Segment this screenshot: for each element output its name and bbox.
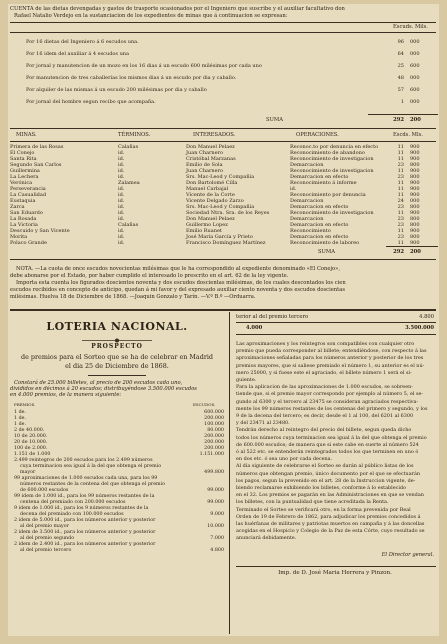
body-line: todos los números cuya terminacion sea igual á la del que obtenga el premio: [236, 434, 427, 441]
prize-escudos: 99.000: [207, 488, 224, 493]
lottery-subtitle: PROSPECTO: [91, 343, 143, 350]
mine-milesimas: 000: [410, 198, 420, 204]
sum-rule: [386, 246, 438, 247]
mine-operacion: Reconocimiento de investigacion: [290, 156, 374, 162]
body-line: en el 32. Los premios se pagarán en las Administraciones en que se vendan: [236, 492, 424, 499]
body-line: premio que pueda corresponder al billete; entendiéndose, con respecto á las: [236, 348, 427, 355]
expense-milesimas: 000: [410, 99, 420, 105]
section-divider: [10, 309, 436, 311]
body-line: números que obtengan premio, único documento por el que se efectuarán: [236, 470, 421, 477]
mine-escudos: 23: [397, 222, 404, 228]
prize-text-line: 99 aproximaciones de 1.000 escudos cada una, para los 99: [14, 476, 158, 481]
mine-termino: id.: [118, 156, 125, 162]
expense-escudos: 1: [400, 99, 404, 105]
prize-escudos: 200.000: [204, 440, 224, 445]
expense-escudos: 25: [397, 63, 404, 69]
prize-text-line: 20 de 10.000.: [14, 440, 48, 445]
mine-interesado: Cristóbal Marzanas: [186, 156, 236, 162]
lottery-intro-2: el dia 25 de Diciembre de 1868.: [65, 362, 169, 370]
expense-escudos: 96: [397, 39, 404, 45]
mine-escudos: 11: [397, 144, 404, 150]
mine-termino: Zalamea: [118, 180, 140, 186]
divider: [236, 566, 436, 567]
prize-text-line: 9 idem de 1.000 id., para los 9 números restantes de la: [14, 506, 149, 511]
prize-text-line: 2 de 40.000.: [14, 428, 45, 433]
divider: [10, 22, 436, 23]
body-line: Para la aplicacion de las aproximaciones de 1.000 escudos, se sobreen-: [236, 384, 413, 391]
mine-milesimas: 900: [410, 168, 420, 174]
prize-escudos: 600.000: [204, 410, 224, 415]
body-line: guiente.: [236, 377, 257, 383]
prize-text-line: 2.499 reintegros de 200 escudos para los 2.499 números: [14, 458, 153, 463]
total-prizes-count: 4.000: [246, 325, 263, 331]
divider: [10, 141, 436, 142]
mine-escudos: 23: [397, 162, 404, 168]
body-line: gundo al 6300 y el tercero al 23475 se consideran agraciados respectiva-: [236, 398, 419, 405]
expense-description: Por alquiler de las mismas á un escudo 200 milésimas por dia y caballo: [26, 87, 207, 93]
mine-operacion: Demarcacion en efecto: [290, 234, 349, 240]
mine-escudos: 23: [397, 174, 404, 180]
mine-termino: Calañas: [118, 222, 139, 228]
mine-termino: id.: [118, 210, 125, 216]
mine-milesimas: 900: [410, 228, 420, 234]
divider: [236, 334, 436, 335]
mine-operacion: Reconocimiento de laboreo: [290, 240, 360, 246]
mine-milesimas: 900: [410, 192, 420, 198]
mine-termino: Calañas: [118, 144, 139, 150]
mine-termino: id.: [118, 192, 125, 198]
body-line: en dos etc. ó sea uno por cada decena.: [236, 456, 333, 463]
mine-milesimas: 800: [410, 216, 420, 222]
expense-description: Por manutencion de tres caballerías los mismos dias á un escudo por dia y caballo.: [26, 75, 237, 81]
mine-name: La Rosada: [10, 216, 37, 222]
mine-operacion: Demarcacion en efecto: [290, 174, 349, 180]
prize-escudos: 499.800: [204, 470, 224, 475]
mines-total-escudos: 292: [393, 249, 404, 255]
mine-milesimas: 800: [410, 234, 420, 240]
mine-termino: id.: [118, 234, 125, 240]
mine-escudos: 11: [397, 228, 404, 234]
prize-text-line: 10 de 20.000.: [14, 434, 48, 439]
prize-escudos: 100.000: [204, 422, 224, 427]
mine-interesado: Guillermo Lopez: [186, 222, 228, 228]
body-line: anunciará debidamente.: [236, 535, 297, 542]
lottery-title: LOTERIA NACIONAL.: [46, 320, 188, 333]
mine-interesado: Don Manuel Pelaez: [186, 144, 235, 150]
divider: [88, 375, 146, 376]
mine-milesimas: 800: [410, 174, 420, 180]
mine-interesado: Sociedad Ntra. Sra. de los Reyes: [186, 210, 270, 216]
mine-termino: id.: [118, 228, 125, 234]
total-prizes-escudos: 3.500.000: [405, 325, 434, 331]
mine-name: Verónica: [10, 180, 33, 186]
body-line: y del 23471 al 23480.: [236, 420, 290, 427]
mine-name: Morita: [10, 234, 28, 240]
prize-escudos: 200.000: [204, 434, 224, 439]
expense-milesimas: 000: [410, 75, 420, 81]
mine-milesimas: 900: [410, 180, 420, 186]
mine-milesimas: 900: [410, 240, 420, 246]
mine-operacion: Demarcacion: [290, 162, 324, 168]
mine-termino: id.: [118, 168, 125, 174]
prize-escudos: 4.800: [210, 548, 224, 553]
expense-escudos: 57: [397, 87, 404, 93]
mine-termino: id.: [118, 198, 125, 204]
body-line: premios mayores, que si saliese premiado el número 1, su anterior es el nú-: [236, 362, 425, 369]
mine-milesimas: 800: [410, 162, 420, 168]
prize-escudos: 80.000: [207, 428, 224, 433]
mine-operacion: Reconocimiento de investigacion: [290, 210, 374, 216]
header-escudos: Escds. Mls.: [393, 132, 423, 138]
prize-escudos: 10.000: [207, 524, 224, 529]
intro-line-1: CUENTA de las dietas devengadas y gastos de trasporte ocasionados por el Ingeniero que suscribe y el auxiliar facultativo don: [10, 6, 345, 12]
note-line-2: debe abonarse por el Estado, por haber cumplido el interesado lo prescrito en el art. 62 de la ley vigente.: [10, 273, 289, 279]
mine-name: La Lechera: [10, 174, 39, 180]
mine-name: La Casualidad: [10, 192, 47, 198]
mine-operacion: Reconocimiento por denuncia: [290, 192, 366, 198]
prize-text-line: 99 idem de 1.000 id., para los 99 números restantes de la: [14, 494, 155, 499]
body-line: las huérfanas de militares y patriotas muertos en campaña y á las doncellas: [236, 521, 425, 527]
body-line: biendo reclamarse exhibiendo los billetes, conforme á lo establecido: [236, 485, 406, 491]
mine-interesado: Srs. Mac-Leod y Compañía: [186, 174, 255, 180]
expense-escudos: 48: [397, 75, 404, 81]
mine-milesimas: 800: [410, 222, 420, 228]
sum-rule: [368, 114, 438, 115]
mine-name: Perseverancia: [10, 186, 46, 192]
mine-interesado: Francisco Domínguez Martínez: [186, 240, 266, 246]
mine-operacion: id.: [290, 186, 297, 192]
header-terminos: TÉRMINOS.: [118, 132, 151, 138]
column-divider: [229, 312, 230, 634]
mine-escudos: 11: [397, 186, 404, 192]
mine-interesado: Srs. Mac-Leod y Compañía: [186, 204, 255, 210]
prize-escudos: 200.000: [204, 446, 224, 451]
mine-escudos: 11: [397, 240, 404, 246]
mine-termino: id.: [118, 186, 125, 192]
header-operaciones: OPERACIONES.: [296, 132, 339, 138]
mine-operacion: Reconocimiento de abandono: [290, 150, 365, 156]
note-line-3: Importa esta cuenta los figurados doscientos noventa y dos escudos doscientas milésimas, de los cuales descontados los cien: [16, 280, 346, 286]
prize-text-line: de 600.000 escudos: [20, 488, 69, 493]
continued-line: terior al del premio tercero: [236, 314, 309, 320]
escudos-header: ESCUDOS.: [193, 402, 216, 407]
mine-operacion: Demarcacion en efecto: [290, 204, 349, 210]
body-line: 9 de la decena del tercero; es decir, desde el 1 al 100, del 6201 al 6300: [236, 413, 414, 419]
expense-description: Por jornal y manutencion de un mozo en los 16 dias á un escudo 600 milésimas por cada uno: [26, 63, 262, 69]
mine-milesimas: 900: [410, 144, 420, 150]
prize-text-line: 1 de.: [14, 410, 27, 415]
mine-operacion: Demarcacion: [290, 198, 324, 204]
mine-escudos: 11: [397, 210, 404, 216]
prize-text-line: números restantes de la centena del que obtenga el premio: [20, 482, 165, 487]
signature: El Director general.: [381, 552, 434, 558]
body-line: acogidas en el Hospicio y Colegio de la Paz de esta Córte, cuyo resultado se: [236, 528, 425, 535]
mine-milesimas: 800: [410, 204, 420, 210]
mine-row: [8, 240, 439, 246]
body-line: Tendrán derecho al reintegro del precio del billete, segun queda dicho: [236, 427, 412, 434]
prize-text-line: al del premio tercero: [20, 548, 72, 553]
mine-escudos: 11: [397, 156, 404, 162]
expense-description: Por 16 dietas del Ingeniero á 6 escudos una.: [26, 39, 139, 45]
intro-line-2: Rafael Natalio Verdejo en la sustanciacion de los expedientes de minas que á continuacion se expresan:: [14, 13, 288, 19]
mine-escudos: 11: [397, 168, 404, 174]
mine-name: Eustaquia: [10, 198, 36, 204]
prize-escudos: 9.000: [210, 512, 224, 517]
lottery-conditions-3: en 4.000 premios, de la manera siguiente:: [10, 392, 122, 398]
body-line: Las aproximaciones y los reintegros son compatibles con cualquier otro: [236, 341, 415, 347]
expense-row: [8, 87, 439, 93]
mine-operacion: Reconocimiento á informe: [290, 180, 357, 186]
prize-text-line: 2 idem de 5.000 id., para los números anterior y posterior: [14, 518, 156, 523]
mine-name: Segundo San Carlos: [10, 162, 62, 168]
expense-row: [8, 63, 439, 69]
mine-milesimas: 900: [410, 210, 420, 216]
mine-escudos: 11: [397, 192, 404, 198]
mines-total-label: SUMA: [318, 249, 335, 255]
gazette-page: [8, 4, 439, 636]
mine-milesimas: 900: [410, 150, 420, 156]
mine-interesado: José María García y Prieto: [186, 234, 253, 240]
expense-row: [8, 75, 439, 81]
mine-name: Primera de las Rosas: [10, 144, 64, 150]
mine-escudos: 24: [397, 198, 404, 204]
mine-name: Guillermina: [10, 168, 40, 174]
body-line: tiende que, si el premio mayor correspondo por ejemplo al número 5, el se-: [236, 391, 424, 398]
continued-line-value: 4.800: [419, 314, 434, 320]
mine-interesado: Manuel Carbajal: [186, 186, 229, 192]
expense-total-escudos: 292: [393, 117, 404, 123]
mine-interesado: Vicente de la Corte: [186, 192, 235, 198]
mine-name: San Eduardo: [10, 210, 43, 216]
note-line-1: NOTA. —La cuota de once escudos novecientas milésimas que le ha correspondido al expediente denominado «El Conejo»,: [16, 266, 341, 272]
mine-interesado: Emilio de Sola: [186, 162, 223, 168]
expense-row: [8, 39, 439, 45]
mine-operacion: Reconocimiento: [290, 228, 331, 234]
mine-operacion: Reconocimiento de investigacion: [290, 168, 374, 174]
mine-interesado: Juan Charnero: [186, 150, 224, 156]
expense-description: Por jornal del hombre segun recibo que acompaña.: [26, 99, 156, 105]
mine-interesado: Vicente Delgado Zarzo: [186, 198, 244, 204]
mine-termino: id.: [118, 174, 125, 180]
note-line-4: escudos recibidos en concepto de anticipo, quedan á mi favor y del expresado auxiliar ciento noventa y dos escudos doscientas: [10, 287, 345, 293]
prize-text-line: decena del premiado con 100.000 escudos: [20, 512, 124, 517]
prize-text-line: centena del premiado con 200.000 escudos: [20, 500, 126, 505]
mine-operacion: Reconoc.to por denuncia en efecto: [290, 144, 379, 150]
prize-text-line: 1 de.: [14, 416, 27, 421]
body-line: mero 25000, y si fuese este el agraciado, el billete número 1 será el si-: [236, 369, 412, 376]
body-line: mente los 99 números restantes de los centenas del primero y segundo, y los: [236, 405, 428, 412]
mine-termino: id.: [118, 150, 125, 156]
prize-text-line: 2 idem de 3.500 id., para los números anterior y posterior: [14, 530, 156, 535]
mine-operacion: Demarcacion en efecto: [290, 222, 349, 228]
lottery-conditions-2: divididos en décimos á 20 escudos; distribuyéndose 3.500.000 escudos: [10, 386, 197, 392]
mine-interesado: Emilio Ruanet: [186, 228, 222, 234]
divider: [10, 128, 436, 129]
mine-termino: id.: [118, 162, 125, 168]
prize-text-line: 2 idem de 2.400 id., para los números anterior y posterior: [14, 542, 156, 547]
expense-milesimas: 600: [410, 63, 420, 69]
mine-termino: id.: [118, 216, 125, 222]
prize-escudos: 200.000: [204, 416, 224, 421]
mine-escudos: 23: [397, 204, 404, 210]
prize-escudos: 1.151.000: [199, 452, 224, 457]
body-line: Terminado el Sorteo se verificará otro, en la forma prevenida por Real: [236, 506, 411, 513]
divider: [236, 322, 436, 323]
header-minas: MINAS.: [16, 132, 37, 138]
prize-text-line: 1 de.: [14, 422, 27, 427]
mine-termino: id.: [118, 204, 125, 210]
mine-escudos: 23: [397, 234, 404, 240]
expense-escudos: 64: [397, 51, 404, 57]
divider: [10, 32, 436, 33]
mine-escudos: 11: [397, 150, 404, 156]
body-line: los billetes, con la puntualidad que tiene acreditada la Renta.: [236, 499, 389, 506]
mine-termino: id.: [118, 240, 125, 246]
expense-description: Por 16 idem del auxiliar á 4 escudos una: [26, 51, 129, 57]
mine-name: Polaco Grande: [10, 240, 47, 246]
prize-text-line: al del premio segundo: [20, 536, 75, 541]
expense-total-label: SUMA: [266, 117, 283, 123]
mines-total-milesimas: 200: [410, 249, 421, 255]
mine-milesimas: 900: [410, 156, 420, 162]
prizes-header: PREMIOS.: [14, 402, 36, 407]
mine-interesado: Don Bartolomé Cilla: [186, 180, 238, 186]
mine-name: El Conejo: [10, 150, 35, 156]
prize-text-line: 100 de 2.000.: [14, 446, 48, 451]
expense-row: [8, 99, 439, 105]
mine-escudos: 23: [397, 216, 404, 222]
prize-text-line: mayor: [20, 470, 36, 475]
mine-operacion: Demarcacion: [290, 216, 324, 222]
prize-text-line: cuya terminacion sea igual á la del que obtenga el premio: [20, 464, 162, 469]
expense-row: [8, 51, 439, 57]
mine-interesado: Don Manuel Pelaez: [186, 216, 235, 222]
mine-milesimas: 900: [410, 186, 420, 192]
prize-text-line: al del premio mayor: [20, 524, 69, 529]
expense-milesimas: 000: [410, 39, 420, 45]
header-interesados: INTERESADOS.: [193, 132, 236, 138]
body-line: los pagos, segun la prevenido en el art. 28 de la Instruccion vigente, de-: [236, 477, 416, 484]
body-line: aproximaciones señaladas para los números anterior y posterior de los tres: [236, 355, 424, 362]
expense-total-milesimas: 200: [410, 117, 421, 123]
column-header-escudos: Escuds. Mils.: [393, 24, 428, 30]
prize-escudos: 7.000: [210, 536, 224, 541]
lottery-conditions-1: Constará de 25.000 billetes, al precio de 200 escudos cada uno,: [14, 380, 183, 386]
mine-name: La Victoria: [10, 222, 38, 228]
imprint: Imp. de D. José Maria Herrera y Pinzon.: [278, 570, 392, 576]
mine-interesado: Juan Charnero: [186, 168, 224, 174]
expense-milesimas: 600: [410, 87, 420, 93]
mine-name: Santa Rita: [10, 156, 37, 162]
body-line: de 600.000 escudos; de manera que si este cabe en suerte al número 524: [236, 441, 419, 448]
body-line: ó al 522 etc. se entenderán reintegrados todos los que terminen en uno ó: [236, 449, 419, 455]
body-line: Al día siguiente de celebrarse el Sorteo se darán al público listas de los: [236, 463, 414, 470]
mine-name: Descuido y San Vicente: [10, 228, 70, 234]
mine-escudos: 11: [397, 180, 404, 186]
divider: [10, 259, 436, 260]
mine-name: Zarca: [10, 204, 25, 210]
expense-milesimas: 000: [410, 51, 420, 57]
note-line-5: milésimas. Huelva 18 de Diciembre de 1868. —Joaquin Gonzalo y Tarín. —V.º B.º —Orduarra.: [10, 294, 256, 300]
lottery-intro-1: de premios para el Sorteo que se ha de celebrar en Madrid: [20, 353, 214, 361]
prize-escudos: 99.000: [207, 500, 224, 505]
body-line: Orden de 19 de Febrero de 1862, para adjudicar los premios concedidos á: [236, 513, 421, 520]
prize-text-line: 1.151 de 1.000: [14, 452, 51, 457]
